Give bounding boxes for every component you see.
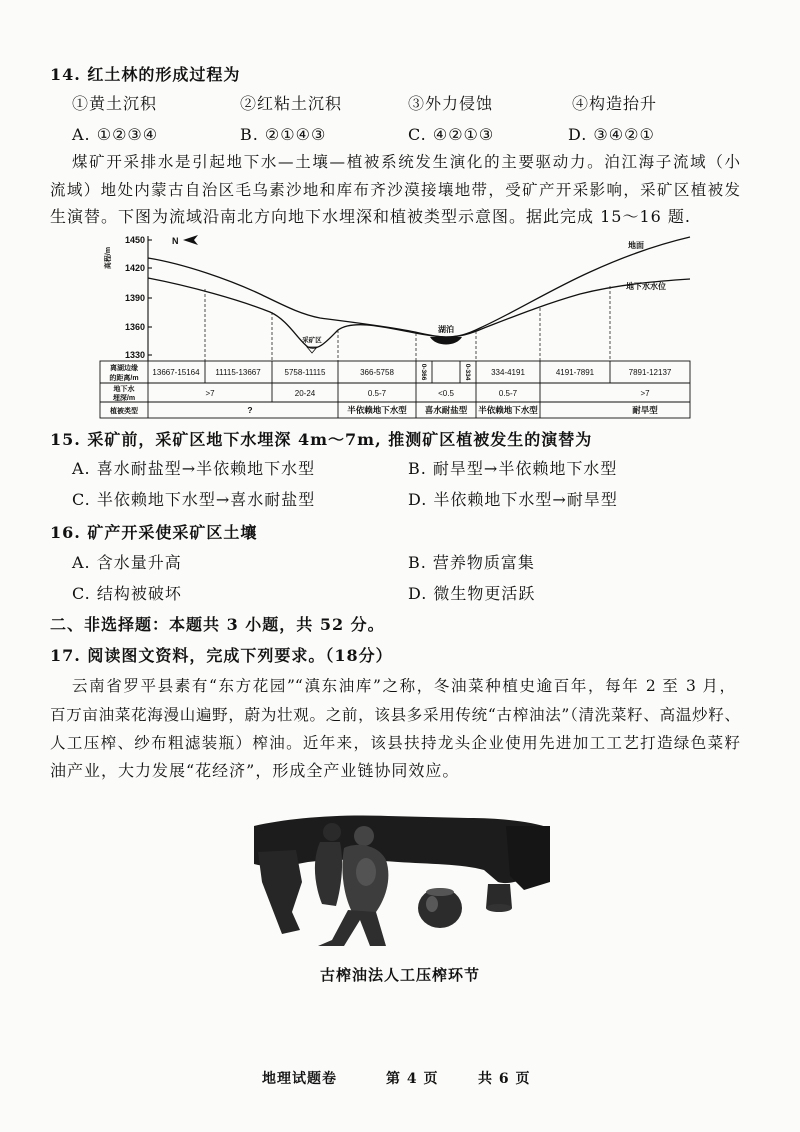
q14-item-2: ②红粘土沉积: [240, 94, 343, 113]
distance-cell: 13667-15164: [152, 368, 200, 377]
press-frame: [258, 850, 302, 934]
q16-option-d: D. 微生物更活跃: [408, 584, 536, 603]
depth-row-label-line-2: 埋深/m: [112, 395, 136, 402]
section-2-heading: 二、非选择题：本题共 3 小题，共 52 分。: [50, 615, 385, 634]
q15-option-a: A. 喜水耐盐型→半依赖地下水型: [72, 459, 316, 478]
material-15-16-line-1: 煤矿开采排水是引起地下水—土壤—植被系统发生演化的主要驱动力。泊江海子流域（小: [72, 153, 740, 171]
distance-cell: 4191-7891: [555, 368, 595, 377]
distance-cell: 334-4191: [491, 368, 525, 377]
q16-option-b: B. 营养物质富集: [408, 553, 535, 572]
distance-cell: 366-5758: [360, 368, 394, 377]
vegetation-cell: 耐旱型: [632, 405, 658, 415]
material-15-16-line-2: 流域）地处内蒙古自治区毛乌素沙地和库布齐沙漠接壤地带，受矿产开采影响，采矿区植被发: [50, 181, 740, 199]
depth-cell: <0.5: [438, 389, 454, 398]
oil-press-photo: [248, 812, 552, 948]
oil-jar: [418, 888, 462, 928]
q14-option-c: C. ④②①③: [408, 125, 495, 144]
distance-row-label-line-2: 的距离/m: [109, 375, 139, 382]
vegetation-cell: 喜水耐盐型: [424, 405, 468, 415]
distance-row-label-line-1: 离湖边缘: [110, 365, 138, 372]
distance-cell-rotated: 0-334: [464, 363, 471, 381]
y-tick-1360: 1360: [124, 322, 145, 332]
depth-cell: >7: [640, 389, 650, 398]
depth-cell: 20-24: [294, 389, 316, 398]
lake-label: 湖泊: [438, 325, 454, 334]
y-tick-1420: 1420: [124, 263, 145, 273]
material-15-16-line-3: 生演替。下图为流域沿南北方向地下水埋深和植被类型示意图。据此完成 15～16 题.: [50, 207, 691, 226]
north-arrow-icon: [183, 235, 198, 245]
q14-option-a: A. ①②③④: [72, 125, 159, 144]
distance-cell: 7891-12137: [628, 368, 672, 377]
material-17-line-4: 油产业，大力发展“花经济”，形成全产业链协同效应。: [50, 761, 460, 780]
q15-option-c: C. 半依赖地下水型→喜水耐盐型: [72, 490, 316, 509]
q14-item-4: ④构造抬升: [572, 94, 658, 113]
ground-surface-line: [148, 237, 690, 337]
q14-item-3: ③外力侵蚀: [408, 94, 494, 113]
small-jar: [486, 884, 512, 912]
depth-row-label-line-1: 地下水: [113, 386, 135, 393]
q15-option-b: B. 耐旱型→半依赖地下水型: [408, 459, 618, 478]
material-17-line-2: 百万亩油菜花海漫山遍野，蔚为壮观。之前，该县多采用传统“古榨油法”（清洗菜籽、高温炒籽、: [50, 706, 740, 724]
footer-page-number: 第 4 页: [386, 1071, 439, 1087]
lake-shape: [430, 337, 462, 345]
distance-cell: 5758-11115: [284, 368, 326, 377]
depth-cell: 0.5-7: [498, 389, 518, 398]
footer-subject: 地理试题卷: [262, 1071, 337, 1087]
groundwater-label: 地下水水位: [626, 282, 666, 291]
vegetation-cell: 半依赖地下水型: [478, 405, 538, 415]
depth-cell: >7: [205, 389, 215, 398]
q16-option-c: C. 结构被破坏: [72, 584, 182, 603]
q14-item-1: ①黄土沉积: [72, 94, 158, 113]
q15-option-d: D. 半依赖地下水型→耐旱型: [408, 490, 618, 509]
north-label: N: [172, 236, 179, 246]
mining-area-label: 采矿区: [302, 337, 322, 344]
q16-option-a: A. 含水量升高: [72, 553, 182, 572]
depth-cell: 0.5-7: [367, 389, 387, 398]
q14-stem: 14. 红土林的形成过程为: [50, 65, 241, 84]
material-17-line-1: 云南省罗平县素有“东方花园”“滇东油库”之称，冬油菜种植史逾百年，每年 2 至 3 月，: [72, 677, 735, 695]
y-tick-1330: 1330: [124, 350, 145, 360]
y-axis-label: 高程/m: [105, 246, 112, 270]
ground-label: 地面: [628, 241, 644, 250]
y-axis: [148, 236, 152, 361]
groundwater-vegetation-profile-figure: [90, 228, 710, 422]
vegetation-cell: ?: [247, 405, 253, 415]
photo-caption: 古榨油法人工压榨环节: [319, 966, 480, 984]
q14-option-d: D. ③④②①: [568, 125, 655, 144]
distance-cell-rotated: 0-366: [420, 363, 427, 381]
footer-total-pages: 共 6 页: [478, 1071, 531, 1087]
vegetation-cell: 半依赖地下水型: [347, 405, 407, 415]
q15-stem: 15. 采矿前，采矿区地下水埋深 4m～7m, 推测矿区植被发生的演替为: [50, 430, 593, 449]
q17-stem: 17. 阅读图文资料，完成下列要求。（18分）: [50, 646, 393, 665]
q14-option-b: B. ②①④③: [240, 125, 327, 144]
y-tick-1450: 1450: [124, 235, 145, 245]
vegetation-row-label: 植被类型: [110, 408, 138, 415]
distance-cell: 11115-13667: [215, 368, 261, 377]
material-17-line-3: 人工压榨、纱布粗滤装瓶）榨油。近年来，该县扶持龙头企业使用先进加工工艺打造绿色菜籽: [50, 734, 740, 752]
groundwater-level-line: [148, 278, 690, 348]
y-tick-1390: 1390: [124, 293, 145, 303]
q16-stem: 16. 矿产开采使采矿区土壤: [50, 523, 258, 542]
